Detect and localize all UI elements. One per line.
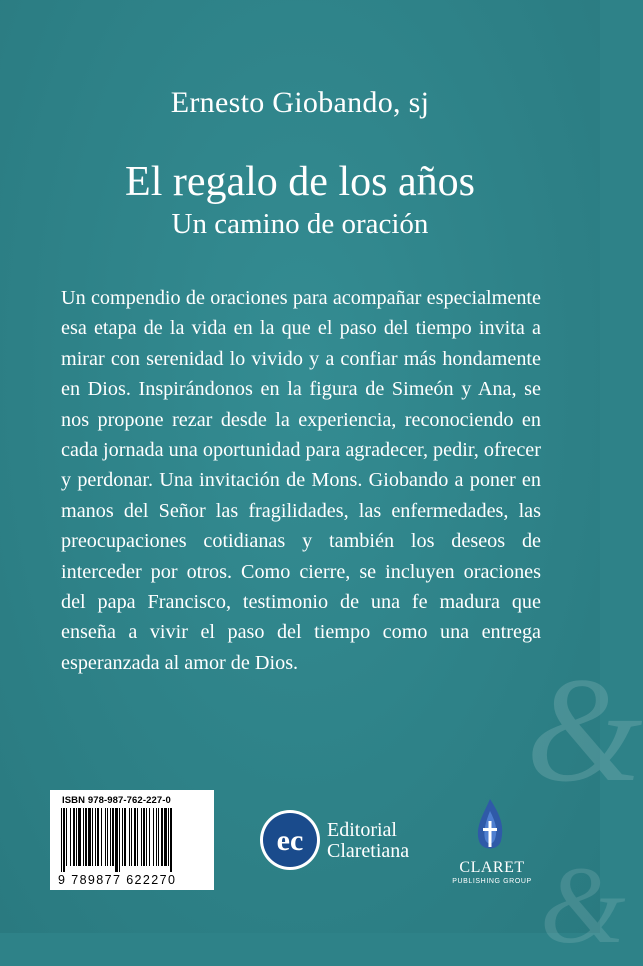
claret-publishing-group: PUBLISHING GROUP bbox=[452, 878, 532, 885]
barcode-bar bbox=[149, 808, 150, 866]
barcode-bar bbox=[95, 808, 96, 866]
barcode-bar bbox=[146, 808, 147, 866]
ampersand-ornament-lower: & bbox=[540, 844, 626, 966]
ec-logo-letters: ec bbox=[276, 824, 304, 857]
barcode-bar bbox=[88, 808, 91, 866]
barcode-bar bbox=[134, 808, 136, 866]
claret-flame-icon bbox=[473, 797, 507, 859]
barcode-bar bbox=[156, 808, 157, 866]
barcode-bar bbox=[161, 808, 163, 866]
barcode-bar bbox=[153, 808, 154, 866]
barcode-bar bbox=[63, 808, 65, 872]
barcode-bar bbox=[158, 808, 159, 866]
book-subtitle: Un camino de oración bbox=[171, 208, 429, 240]
barcode-bar bbox=[61, 808, 62, 872]
barcode-bars bbox=[60, 808, 208, 872]
publisher-line-1: Editorial bbox=[327, 819, 397, 841]
isbn-label: ISBN 978-987-762-227-0 bbox=[62, 795, 171, 806]
barcode-bar bbox=[85, 808, 87, 866]
barcode-bar bbox=[168, 808, 169, 866]
author-name: Ernesto Giobando, sj bbox=[170, 86, 430, 119]
barcode-bar bbox=[70, 808, 71, 866]
back-cover-blurb: Un compendio de oraciones para acompañar especialmente esa etapa de la vida en la que el paso del tiempo invita a mirar con serenidad lo vivido y a confiar más hondamente en Dios. Inspirándonos en la figura de Simeón y Ana, se nos propone rezar desde la experiencia, reconociendo en cada jornada una oportunidad para agradecer, pedir, ofrecer y perdonar. Una invitación de Mons. Giobando a poner en manos del Señor las fragilidades, las enfermedades, las preocupaciones cotidianas y también los deseos de interceder por otros. Como cierre, se incluyen oraciones del papa Francisco, testimonio de una fe madura que enseña a vivir el paso del tiempo como una entrega esperanzada al amor de Dios. bbox=[61, 287, 541, 674]
barcode-bar bbox=[119, 808, 120, 872]
barcode-bar bbox=[101, 808, 102, 866]
claret-publisher-name: CLARET bbox=[459, 859, 525, 876]
book-title: El regalo de los años bbox=[125, 159, 475, 205]
barcode-bar bbox=[107, 808, 108, 866]
editorial-claretiana-logo bbox=[259, 809, 321, 871]
barcode-bar bbox=[112, 808, 114, 866]
barcode-bar bbox=[73, 808, 75, 866]
barcode-bar bbox=[66, 808, 67, 866]
barcode-bar bbox=[76, 808, 77, 866]
barcode-bar bbox=[110, 808, 111, 866]
ampersand-ornament: & bbox=[526, 647, 643, 813]
barcode-bar bbox=[122, 808, 123, 866]
barcode-bar bbox=[105, 808, 106, 866]
barcode-bar bbox=[124, 808, 126, 866]
barcode-bar bbox=[83, 808, 84, 866]
barcode-bar bbox=[164, 808, 167, 866]
barcode-bar bbox=[143, 808, 145, 866]
isbn-barcode bbox=[50, 790, 214, 890]
barcode-bar bbox=[137, 808, 138, 866]
barcode-number: 9 789877 622270 bbox=[58, 873, 177, 887]
barcode-bar bbox=[115, 808, 118, 872]
barcode-bar bbox=[92, 808, 93, 866]
barcode-bar bbox=[78, 808, 81, 866]
barcode-bar bbox=[141, 808, 142, 866]
barcode-bar bbox=[97, 808, 99, 866]
barcode-bar bbox=[129, 808, 130, 866]
editorial-claretiana-name bbox=[327, 820, 409, 862]
barcode-bar bbox=[131, 808, 132, 866]
barcode-bar bbox=[170, 808, 172, 872]
publisher-line-2: Claretiana bbox=[327, 840, 410, 862]
